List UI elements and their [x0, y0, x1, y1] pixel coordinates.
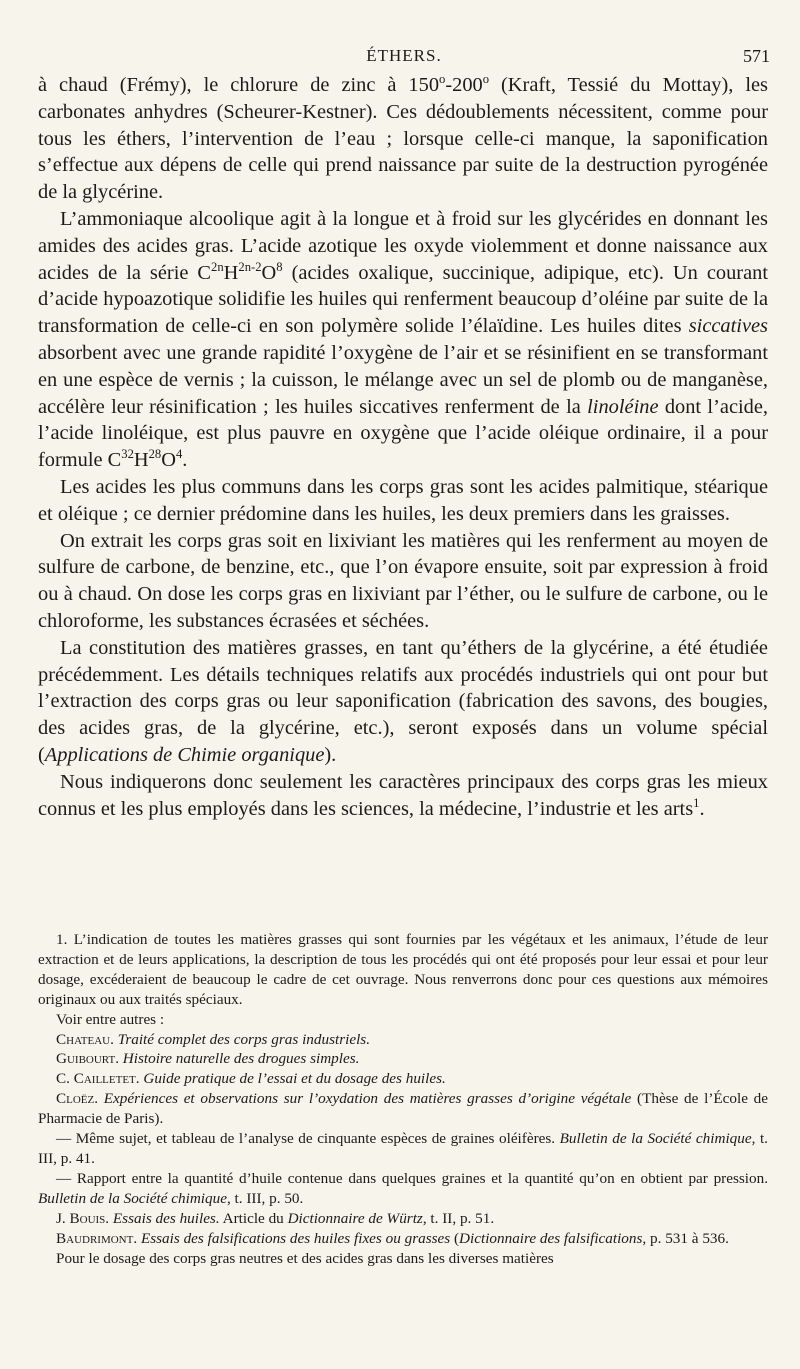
footnote-intro: 1. L’indication de toutes les matières grasses qui sont fournies par les végétaux et les animaux, l’étude de leur extraction et de leurs applications, la description de tous les procédés qui ont été proposés pour leur essai et pour leur dosage, excéderaient de beaucoup le cadre de cet ouvrage. Nous renverrons donc pour ces questions aux mémoires originaux ou aux traités spéciaux.: [38, 931, 768, 1008]
reference-item: Chateau. Traité complet des corps gras industriels.: [56, 1030, 371, 1048]
running-title: ÉTHERS.: [366, 46, 442, 65]
paragraph-3: Les acides les plus communs dans les corps gras sont les acides palmitique, stéarique et oléique ; ce dernier prédomine dans les huiles, les deux premiers dans les graisses.: [38, 475, 768, 525]
footnotes: [38, 930, 768, 1268]
reference-item: — Rapport entre la quantité d’huile contenue dans quelques graines et la quantité qu’on en obtient par pression. Bulletin de la Société chimique, t. III, p. 50.: [38, 1169, 768, 1207]
paragraph-5: La constitution des matières grasses, en tant qu’éthers de la glycérine, a été étudiée précédemment. Les détails techniques relatifs aux procédés industriels qui ont pour but l’extraction des corps gras ou leur saponification (fabrication des savons, des bougies, des acides gras, de la glycérine, etc.), seront exposés dans un volume spécial (Applications de Chimie organique).: [38, 636, 768, 766]
footnote-last-line: Pour le dosage des corps gras neutres et des acides gras dans les diverses matières: [56, 1249, 554, 1267]
page-number: 571: [743, 46, 770, 66]
footnote-marker: 1: [693, 795, 700, 810]
reference-item: Cloëz. Expériences et observations sur l’oxydation des matières grasses d’origine végétale (Thèse de l’École de Pharmacie de Paris).: [38, 1090, 769, 1128]
paragraph-4: On extrait les corps gras soit en lixiviant les matières qui les renferment au moyen de sulfure de carbone, de benzine, etc., que l’on évapore ensuite, soit par expression à froid ou à chaud. On dose les corps gras en lixiviant par l’éther, ou le sulfure de carbone, ou le chloroforme, les substances écrasées et séchées.: [38, 529, 768, 632]
paragraph-1: à chaud (Frémy), le chlorure de zinc à 150$^o$-200$^o$ (Kraft, Tessié du Mottay), les carbonates anhydres (Scheurer-Kestner). Ces dédoublements nécessitent, comme pour tous les éthers, l’intervention de l’eau ; lorsque celle-ci manque, la saponification s’effectue aux dépens de celle qui prend naissance par suite de la destruction pyrogénée de la glycérine.: [38, 72, 768, 204]
footnote-voir: Voir entre autres :: [56, 1010, 165, 1028]
main-text: [38, 72, 768, 822]
reference-item: C. Cailletet. Guide pratique de l’essai et du dosage des huiles.: [56, 1070, 446, 1088]
reference-item: Baudrimont. Essais des falsifications des huiles fixes ou grasses (Dictionnaire des falsifications, p. 531 à 536.: [56, 1229, 729, 1247]
reference-item: — Même sujet, et tableau de l’analyse de cinquante espèces de graines oléifères. Bulletin de la Société chimique, t. III, p. 41.: [38, 1130, 768, 1167]
running-header: [38, 46, 770, 70]
reference-item: Guibourt. Histoire naturelle des drogues simples.: [56, 1050, 360, 1068]
paragraph-2: L’ammoniaque alcoolique agit à la longue et à froid sur les glycérides en donnant les amides des acides gras. L’acide azotique les oxyde violemment et donne naissance aux acides de la série $C^{2n}H^{2n-2}O^8$ (acides oxalique, succinique, adipique, etc). Un courant d’acide hypoazotique solidifie les huiles qui renferment beaucoup d’oléine par suite de la transformation de celle-ci en son polymère solide l’élaïdine. Les huiles dites siccatives absorbent avec une grande rapidité l’oxygène de l’air et se résinifient en se transformant en une espèce de vernis ; la cuisson, le mélange avec un sel de plomb ou de manganèse, accélère leur résinification ; les huiles siccatives renferment de la linoléine dont l’acide, l’acide linoléique, est plus pauvre en oxygène que l’acide oléique ordinaire, il a pour formule $C^{32}H^{28}O^4$.: [38, 207, 768, 472]
paragraph-6: Nous indiquerons donc seulement les caractères principaux des corps gras les mieux connus et les plus employés dans les sciences, la médecine, l’industrie et les arts$^1$.: [38, 770, 768, 820]
reference-item: J. Bouis. Essais des huiles. Article du Dictionnaire de Würtz, t. II, p. 51.: [56, 1209, 495, 1227]
